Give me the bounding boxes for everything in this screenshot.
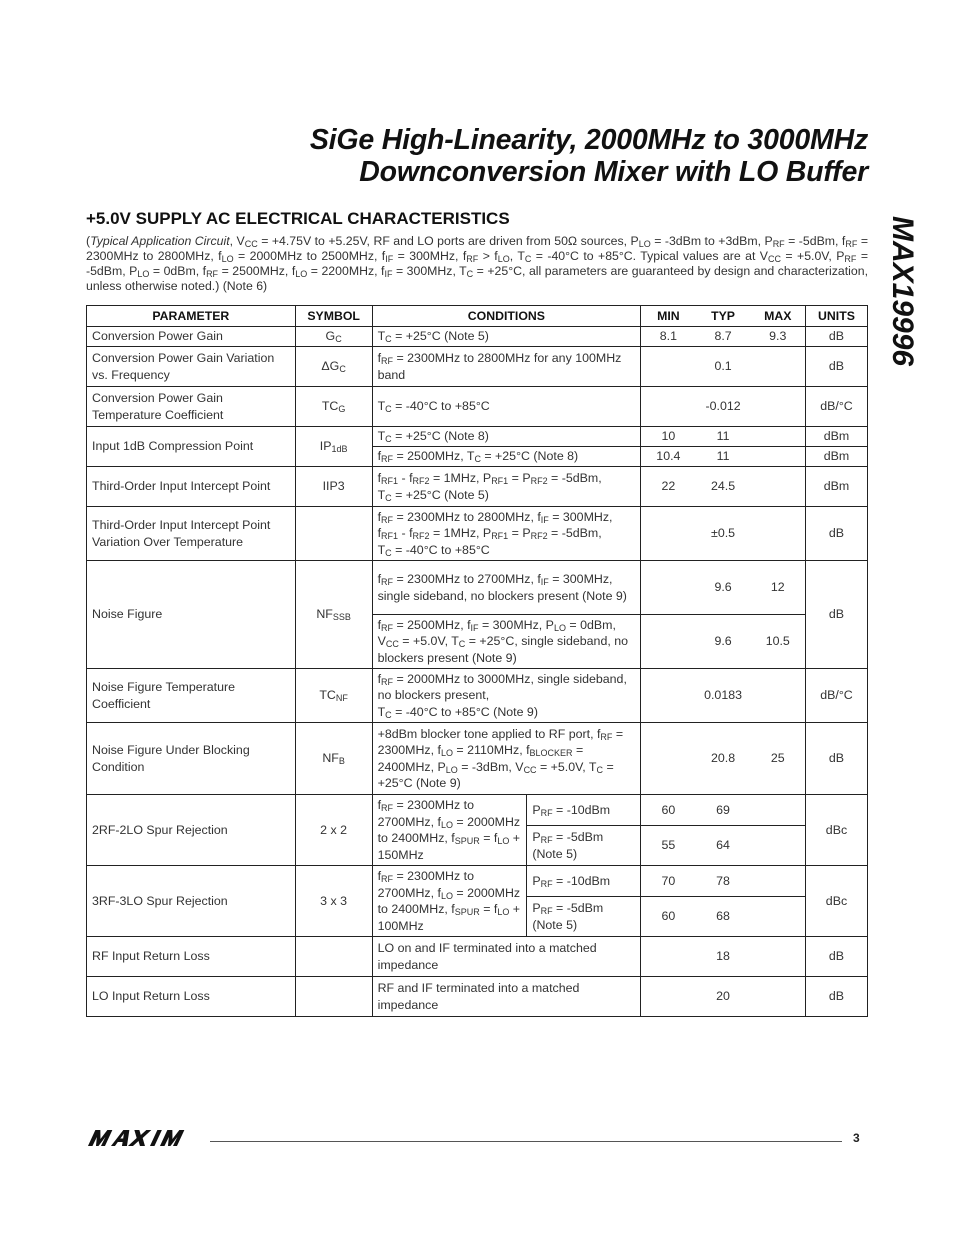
cell-units: dB — [805, 347, 867, 387]
cell-parameter: Input 1dB Compression Point — [87, 427, 296, 467]
cell-max: 12 — [751, 561, 806, 615]
cell-typ: 78 — [696, 866, 751, 897]
cell-units: dB — [805, 977, 867, 1017]
page-number: 3 — [853, 1131, 860, 1145]
cell-typ: 0.1 — [696, 347, 751, 387]
cell-typ: 11 — [696, 447, 751, 467]
cell-symbol: $TC_{NF}$ — [295, 669, 372, 723]
cell-conditions: +8dBm blocker tone applied to RF port, $f_{RF} = 2300MHz$, $f_{LO} = 2110MHz$, $f_{BLOCKER} = 2400MHz$, $P_{LO} = -3dBm$, $V_{CC} = +5.0V$, $T_C = +25^\circ C$ (Note 9) — [372, 723, 641, 795]
cell-subcondition: $P_{RF} = -5dBm$ (Note 5) — [527, 826, 641, 866]
cell-min — [641, 723, 696, 795]
cell-symbol: 3 x 3 — [295, 866, 372, 937]
cell-min: 70 — [641, 866, 696, 897]
cell-min: 10 — [641, 427, 696, 447]
cell-max — [751, 467, 806, 507]
cell-symbol — [295, 937, 372, 977]
cell-min: 60 — [641, 897, 696, 937]
section-intro: (Typical Application Circuit, $V_{CC} = +4.75V$ to +5.25V, RF and LO ports are driven from 50Ω sources, $P_{LO} = -3dBm$ to +3dBm, $P_{RF} = -5dBm$, $f_{RF} = 2300MHz$ to 2800MHz, $f_{LO} = 2000MHz$ to 2500MHz, $f_{IF} = 300MHz$, $f_{RF} > f_{LO}$, $T_C = -40^\circ C$ to +85°C. Typical values are at $V_{CC} = +5.0V$, $P_{RF} = -5dBm$, $P_{LO} = 0dBm$, $f_{RF} = 2500MHz$, $f_{LO} = 2200MHz$, $f_{IF} = 300MHz$, $T_C = +25^\circ C$, all parameters are guaranteed by design and characterization, unless otherwise noted.) (Note 6) — [86, 234, 869, 293]
cell-subcondition: $P_{RF} = -10dBm$ — [527, 866, 641, 897]
cell-typ: 24.5 — [696, 467, 751, 507]
ac-characteristics-table — [86, 305, 868, 1017]
table-row — [87, 507, 868, 561]
table-row — [87, 937, 868, 977]
cell-conditions: $T_C = -40^\circ C$ to +85°C — [372, 387, 641, 427]
cell-max: 25 — [751, 723, 806, 795]
cell-min — [641, 507, 696, 561]
cell-conditions: $f_{RF} = 2500MHz$, $T_C = +25^\circ C$ (Note 8) — [372, 447, 641, 467]
header-typ: TYP — [696, 306, 751, 327]
cell-typ: ±0.5 — [696, 507, 751, 561]
cell-min — [641, 615, 696, 669]
table-row — [87, 327, 868, 347]
cell-min: 22 — [641, 467, 696, 507]
cell-max — [751, 427, 806, 447]
cell-conditions: $f_{RF} = 2300MHz$ to 2800MHz for any 100MHz band — [372, 347, 641, 387]
table-row — [87, 427, 868, 447]
footer-rule — [210, 1141, 842, 1142]
cell-typ: 69 — [696, 795, 751, 826]
cell-typ: 68 — [696, 897, 751, 937]
cell-parameter: RF Input Return Loss — [87, 937, 296, 977]
cell-parameter: 3RF-3LO Spur Rejection — [87, 866, 296, 937]
cell-max: 10.5 — [751, 615, 806, 669]
cell-conditions: $f_{RF} = 2500MHz$, $f_{IF} = 300MHz$, $P_{LO} = 0dBm$, $V_{CC} = +5.0V$, $T_C = +25^\circ C$, single sideband, no blockers present (Note 9) — [372, 615, 641, 669]
cell-min — [641, 561, 696, 615]
title-line-2: Downconversion Mixer with LO Buffer — [359, 156, 868, 188]
cell-symbol — [295, 977, 372, 1017]
cell-typ: 64 — [696, 826, 751, 866]
cell-max — [751, 897, 806, 937]
cell-typ: 0.0183 — [696, 669, 751, 723]
cell-parameter: Noise Figure Temperature Coefficient — [87, 669, 296, 723]
cell-parameter: Third-Order Input Intercept Point — [87, 467, 296, 507]
cell-symbol: $NF_B$ — [295, 723, 372, 795]
cell-parameter: LO Input Return Loss — [87, 977, 296, 1017]
cell-min — [641, 977, 696, 1017]
cell-conditions: $f_{RF} = 2300MHz$ to 2700MHz, $f_{LO} = 2000MHz$ to 2400MHz, $f_{SPUR} = f_{LO} + 150MHz$ — [372, 795, 527, 866]
table-row — [87, 387, 868, 427]
title-line-1: SiGe High-Linearity, 2000MHz to 3000MHz — [309, 124, 868, 156]
cell-max: 9.3 — [751, 327, 806, 347]
table-row — [87, 669, 868, 723]
cell-typ: 18 — [696, 937, 751, 977]
cell-subcondition: $P_{RF} = -5dBm$ (Note 5) — [527, 897, 641, 937]
header-max: MAX — [751, 306, 806, 327]
cell-symbol: IIP3 — [295, 467, 372, 507]
cell-conditions: LO on and IF terminated into a matched impedance — [372, 937, 641, 977]
cell-max — [751, 387, 806, 427]
cell-symbol: $NF_{SSB}$ — [295, 561, 372, 669]
table-row — [87, 347, 868, 387]
cell-conditions: $f_{RF} = 2300MHz$ to 2700MHz, $f_{IF} = 300MHz$, single sideband, no blockers present (Note 9) — [372, 561, 641, 615]
cell-min: 55 — [641, 826, 696, 866]
cell-max — [751, 826, 806, 866]
cell-max — [751, 347, 806, 387]
cell-parameter: 2RF-2LO Spur Rejection — [87, 795, 296, 866]
cell-max — [751, 795, 806, 826]
cell-typ: 8.7 — [696, 327, 751, 347]
cell-min — [641, 347, 696, 387]
cell-typ: 9.6 — [696, 561, 751, 615]
cell-conditions: $f_{RF} = 2300MHz$ to 2800MHz, $f_{IF} = 300MHz$, $f_{RF1} - f_{RF2} = 1MHz$, $P_{RF1} = P_{RF2} = -5dBm$, $T_C = -40^\circ C$ to +85°C — [372, 507, 641, 561]
cell-units: dB — [805, 327, 867, 347]
part-number-vertical: MAX19996 — [886, 216, 919, 367]
cell-max — [751, 937, 806, 977]
header-units: UNITS — [805, 306, 867, 327]
cell-units: dB — [805, 561, 867, 669]
cell-symbol: $TC_G$ — [295, 387, 372, 427]
cell-min: 60 — [641, 795, 696, 826]
cell-typ: 20.8 — [696, 723, 751, 795]
cell-parameter: Conversion Power Gain Temperature Coefficient — [87, 387, 296, 427]
header-parameter: PARAMETER — [87, 306, 296, 327]
table-header-row — [87, 306, 868, 327]
cell-units: dB — [805, 507, 867, 561]
logo-text: MAXIM — [86, 1127, 90, 1128]
cell-conditions: RF and IF terminated into a matched impedance — [372, 977, 641, 1017]
table-row — [87, 723, 868, 795]
cell-conditions: $f_{RF1} - f_{RF2} = 1MHz$, $P_{RF1} = P_{RF2} = -5dBm$, $T_C = +25^\circ C$ (Note 5) — [372, 467, 641, 507]
cell-max — [751, 977, 806, 1017]
header-min: MIN — [641, 306, 696, 327]
cell-units: dBc — [805, 795, 867, 866]
cell-parameter: Third-Order Input Intercept Point Variation Over Temperature — [87, 507, 296, 561]
cell-units: dB/°C — [805, 669, 867, 723]
table-row — [87, 866, 868, 897]
cell-units: dBm — [805, 427, 867, 447]
cell-min: 10.4 — [641, 447, 696, 467]
header-conditions: CONDITIONS — [372, 306, 641, 327]
cell-parameter: Conversion Power Gain — [87, 327, 296, 347]
table-row — [87, 795, 868, 826]
cell-typ: 11 — [696, 427, 751, 447]
cell-max — [751, 669, 806, 723]
table-row — [87, 977, 868, 1017]
cell-units: dBm — [805, 467, 867, 507]
cell-units: dBm — [805, 447, 867, 467]
cell-symbol: $\Delta G_C$ — [295, 347, 372, 387]
cell-conditions: $f_{RF} = 2300MHz$ to 2700MHz, $f_{LO} = 2000MHz$ to 2400MHz, $f_{SPUR} = f_{LO} + 100MHz$ — [372, 866, 527, 937]
table-row — [87, 467, 868, 507]
cell-typ: -0.012 — [696, 387, 751, 427]
cell-parameter: Noise Figure — [87, 561, 296, 669]
cell-symbol: $G_C$ — [295, 327, 372, 347]
cell-conditions: $f_{RF} = 2000MHz$ to 3000MHz, single sideband, no blockers present, $T_C = -40^\circ C$ to +85°C (Note 9) — [372, 669, 641, 723]
page-title — [310, 124, 868, 188]
cell-conditions: $T_C = +25^\circ C$ (Note 5) — [372, 327, 641, 347]
cell-units: dB/°C — [805, 387, 867, 427]
cell-parameter: Noise Figure Under Blocking Condition — [87, 723, 296, 795]
cell-conditions: $T_C = +25^\circ C$ (Note 8) — [372, 427, 641, 447]
cell-units: dB — [805, 937, 867, 977]
table-row — [87, 561, 868, 615]
cell-symbol: $IP_{1dB}$ — [295, 427, 372, 467]
cell-min: 8.1 — [641, 327, 696, 347]
header-symbol: SYMBOL — [295, 306, 372, 327]
side-part-number — [883, 216, 923, 396]
cell-subcondition: $P_{RF} = -10dBm$ — [527, 795, 641, 826]
cell-typ: 20 — [696, 977, 751, 1017]
cell-symbol: 2 x 2 — [295, 795, 372, 866]
cell-max — [751, 866, 806, 897]
maxim-logo — [86, 1127, 201, 1149]
cell-typ: 9.6 — [696, 615, 751, 669]
cell-symbol — [295, 507, 372, 561]
cell-parameter: Conversion Power Gain Variation vs. Frequency — [87, 347, 296, 387]
cell-units: dBc — [805, 866, 867, 937]
cell-min — [641, 387, 696, 427]
cell-min — [641, 669, 696, 723]
cell-max — [751, 447, 806, 467]
cell-min — [641, 937, 696, 977]
cell-max — [751, 507, 806, 561]
section-title: +5.0V SUPPLY AC ELECTRICAL CHARACTERISTICS — [86, 209, 510, 228]
cell-units: dB — [805, 723, 867, 795]
